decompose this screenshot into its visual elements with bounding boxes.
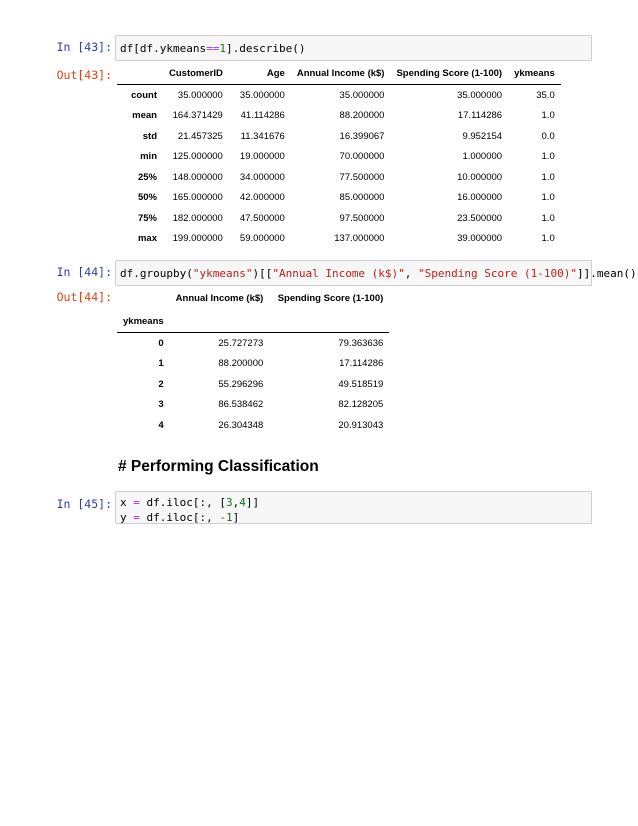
table-row (117, 167, 561, 188)
row-index-label: std (142, 130, 157, 142)
row-index-label: min (140, 151, 157, 163)
table-cell: 77.500000 (339, 171, 385, 183)
table-cell: 16.399067 (339, 130, 385, 142)
code-token: df[df.ykmeans (120, 42, 207, 55)
index-name-label: ykmeans (117, 310, 170, 333)
table-cell: 1.0 (541, 233, 555, 245)
table-cell: 9.952154 (462, 130, 503, 142)
empty-header-cell (269, 310, 389, 333)
column-header: Annual Income (k$) (175, 292, 264, 304)
code-token: ]].mean() (577, 267, 637, 280)
code-cell-45[interactable] (115, 491, 592, 524)
row-index-label: 1 (158, 358, 164, 370)
row-index-label: 75% (137, 212, 157, 224)
groupby-mean-table (117, 286, 389, 436)
table-cell: 1.0 (541, 212, 555, 224)
out-prompt-43: Out[43]: (56, 68, 112, 82)
table-cell: 199.000000 (172, 233, 223, 245)
code-token: y (120, 511, 134, 524)
column-header: Spending Score (1-100) (277, 292, 384, 304)
code-line (120, 41, 587, 56)
row-index-label: 25% (137, 171, 157, 183)
table-cell: 39.000000 (457, 233, 503, 245)
code-line (120, 510, 587, 525)
table-row (117, 85, 561, 106)
row-index-label: count (131, 89, 157, 101)
table-row (117, 415, 389, 436)
code-cell-44[interactable] (115, 260, 637, 286)
table-cell: 35.000000 (239, 89, 285, 101)
row-index-label: 50% (137, 192, 157, 204)
table-cell: 85.000000 (339, 192, 385, 204)
code-token: df.groupby( (120, 267, 193, 280)
table-header-row (117, 62, 561, 85)
row-index-label: max (137, 233, 157, 245)
code-token: = (133, 496, 140, 509)
code-line (120, 266, 637, 281)
empty-header-cell (170, 310, 270, 333)
code-token: ] (232, 511, 240, 524)
in-prompt-43: In [43]: (56, 40, 112, 54)
table-cell: 34.000000 (239, 171, 285, 183)
code-token: -1 (219, 511, 233, 524)
table-row (117, 374, 389, 395)
table-cell: 26.304348 (218, 419, 264, 431)
table-cell: 86.538462 (218, 399, 264, 411)
column-header: Age (229, 62, 291, 85)
table-cell: 88.200000 (339, 110, 385, 122)
table-cell: 42.000000 (239, 192, 285, 204)
table-cell: 1.0 (541, 192, 555, 204)
table-cell: 165.000000 (172, 192, 223, 204)
table-cell: 70.000000 (339, 151, 385, 163)
index-header-cell (117, 62, 163, 85)
code-token: = (133, 511, 140, 524)
table-cell: 148.000000 (172, 171, 223, 183)
table-cell: 11.341676 (240, 130, 285, 142)
code-cell-43[interactable] (115, 35, 592, 61)
table-cell: 23.500000 (457, 212, 503, 224)
section-heading: # Performing Classification (118, 458, 319, 475)
in-prompt-45: In [45]: (56, 497, 112, 511)
code-token: , (232, 496, 240, 509)
code-token: ]] (245, 496, 260, 509)
table-cell: 0.0 (541, 130, 555, 142)
table-cell: 79.363636 (338, 337, 384, 349)
code-token: , (404, 267, 419, 280)
row-index-label: 2 (158, 378, 164, 390)
table-cell: 19.000000 (239, 151, 285, 163)
table-cell: 21.457325 (177, 130, 223, 142)
table-cell: 35.000000 (457, 89, 503, 101)
table-cell: 88.200000 (218, 358, 264, 370)
column-header: CustomerID (163, 62, 229, 85)
describe-table (117, 62, 561, 249)
code-token: "Annual Income (k$)" (272, 267, 405, 280)
code-token: df.iloc[:, (139, 511, 220, 524)
table-row (117, 147, 561, 168)
table-cell: 17.114286 (457, 110, 503, 122)
table-cell: 164.371429 (172, 110, 223, 122)
code-token: )[[ (252, 267, 273, 280)
index-header-cell (117, 286, 170, 310)
table-cell: 82.128205 (338, 399, 384, 411)
code-token: == (206, 42, 220, 55)
row-index-label: 4 (158, 419, 164, 431)
table-row (117, 208, 561, 229)
code-token: "ykmeans" (192, 267, 253, 280)
in-prompt-44: In [44]: (56, 265, 112, 279)
table-row (117, 333, 389, 354)
code-token: df.iloc[:, [ (139, 496, 226, 509)
code-token: 1 (219, 42, 226, 55)
table-header-row (117, 286, 389, 310)
table-cell: 1.0 (541, 110, 555, 122)
table-cell: 17.114286 (339, 358, 384, 370)
table-cell: 49.518519 (338, 378, 384, 390)
table-cell: 182.000000 (172, 212, 223, 224)
column-header: Annual Income (k$) (291, 62, 391, 85)
table-cell: 1.000000 (462, 151, 503, 163)
table-cell: 35.000000 (339, 89, 385, 101)
row-index-label: 0 (158, 337, 164, 349)
code-token: 4 (239, 496, 246, 509)
table-cell: 25.727273 (218, 337, 264, 349)
table-row (117, 229, 561, 250)
table-cell: 137.000000 (334, 233, 385, 245)
table-cell: 59.000000 (239, 233, 285, 245)
table-cell: 1.0 (541, 171, 555, 183)
table-row (117, 395, 389, 416)
table-row (117, 188, 561, 209)
code-token: "Spending Score (1-100)" (418, 267, 577, 280)
out-prompt-44: Out[44]: (56, 290, 112, 304)
column-header: Spending Score (1-100) (390, 62, 508, 85)
row-index-label: 3 (158, 399, 164, 411)
table-cell: 35.0 (536, 89, 555, 101)
table-cell: 97.500000 (339, 212, 385, 224)
table-cell: 10.000000 (457, 171, 503, 183)
table-cell: 20.913043 (338, 419, 384, 431)
table-row (117, 126, 561, 147)
table-row (117, 354, 389, 375)
index-name-row (117, 310, 389, 333)
code-token: 3 (225, 496, 233, 509)
column-header: ykmeans (508, 62, 561, 85)
row-index-label: mean (132, 110, 157, 122)
table-cell: 125.000000 (172, 151, 223, 163)
code-token: x (120, 496, 134, 509)
table-cell: 16.000000 (457, 192, 503, 204)
table-cell: 47.500000 (239, 212, 285, 224)
code-line (120, 495, 587, 510)
table-cell: 41.114286 (240, 110, 285, 122)
table-cell: 1.0 (541, 151, 555, 163)
table-cell: 35.000000 (177, 89, 223, 101)
table-cell: 55.296296 (218, 378, 264, 390)
table-row (117, 106, 561, 127)
code-token: ].describe() (225, 42, 306, 55)
